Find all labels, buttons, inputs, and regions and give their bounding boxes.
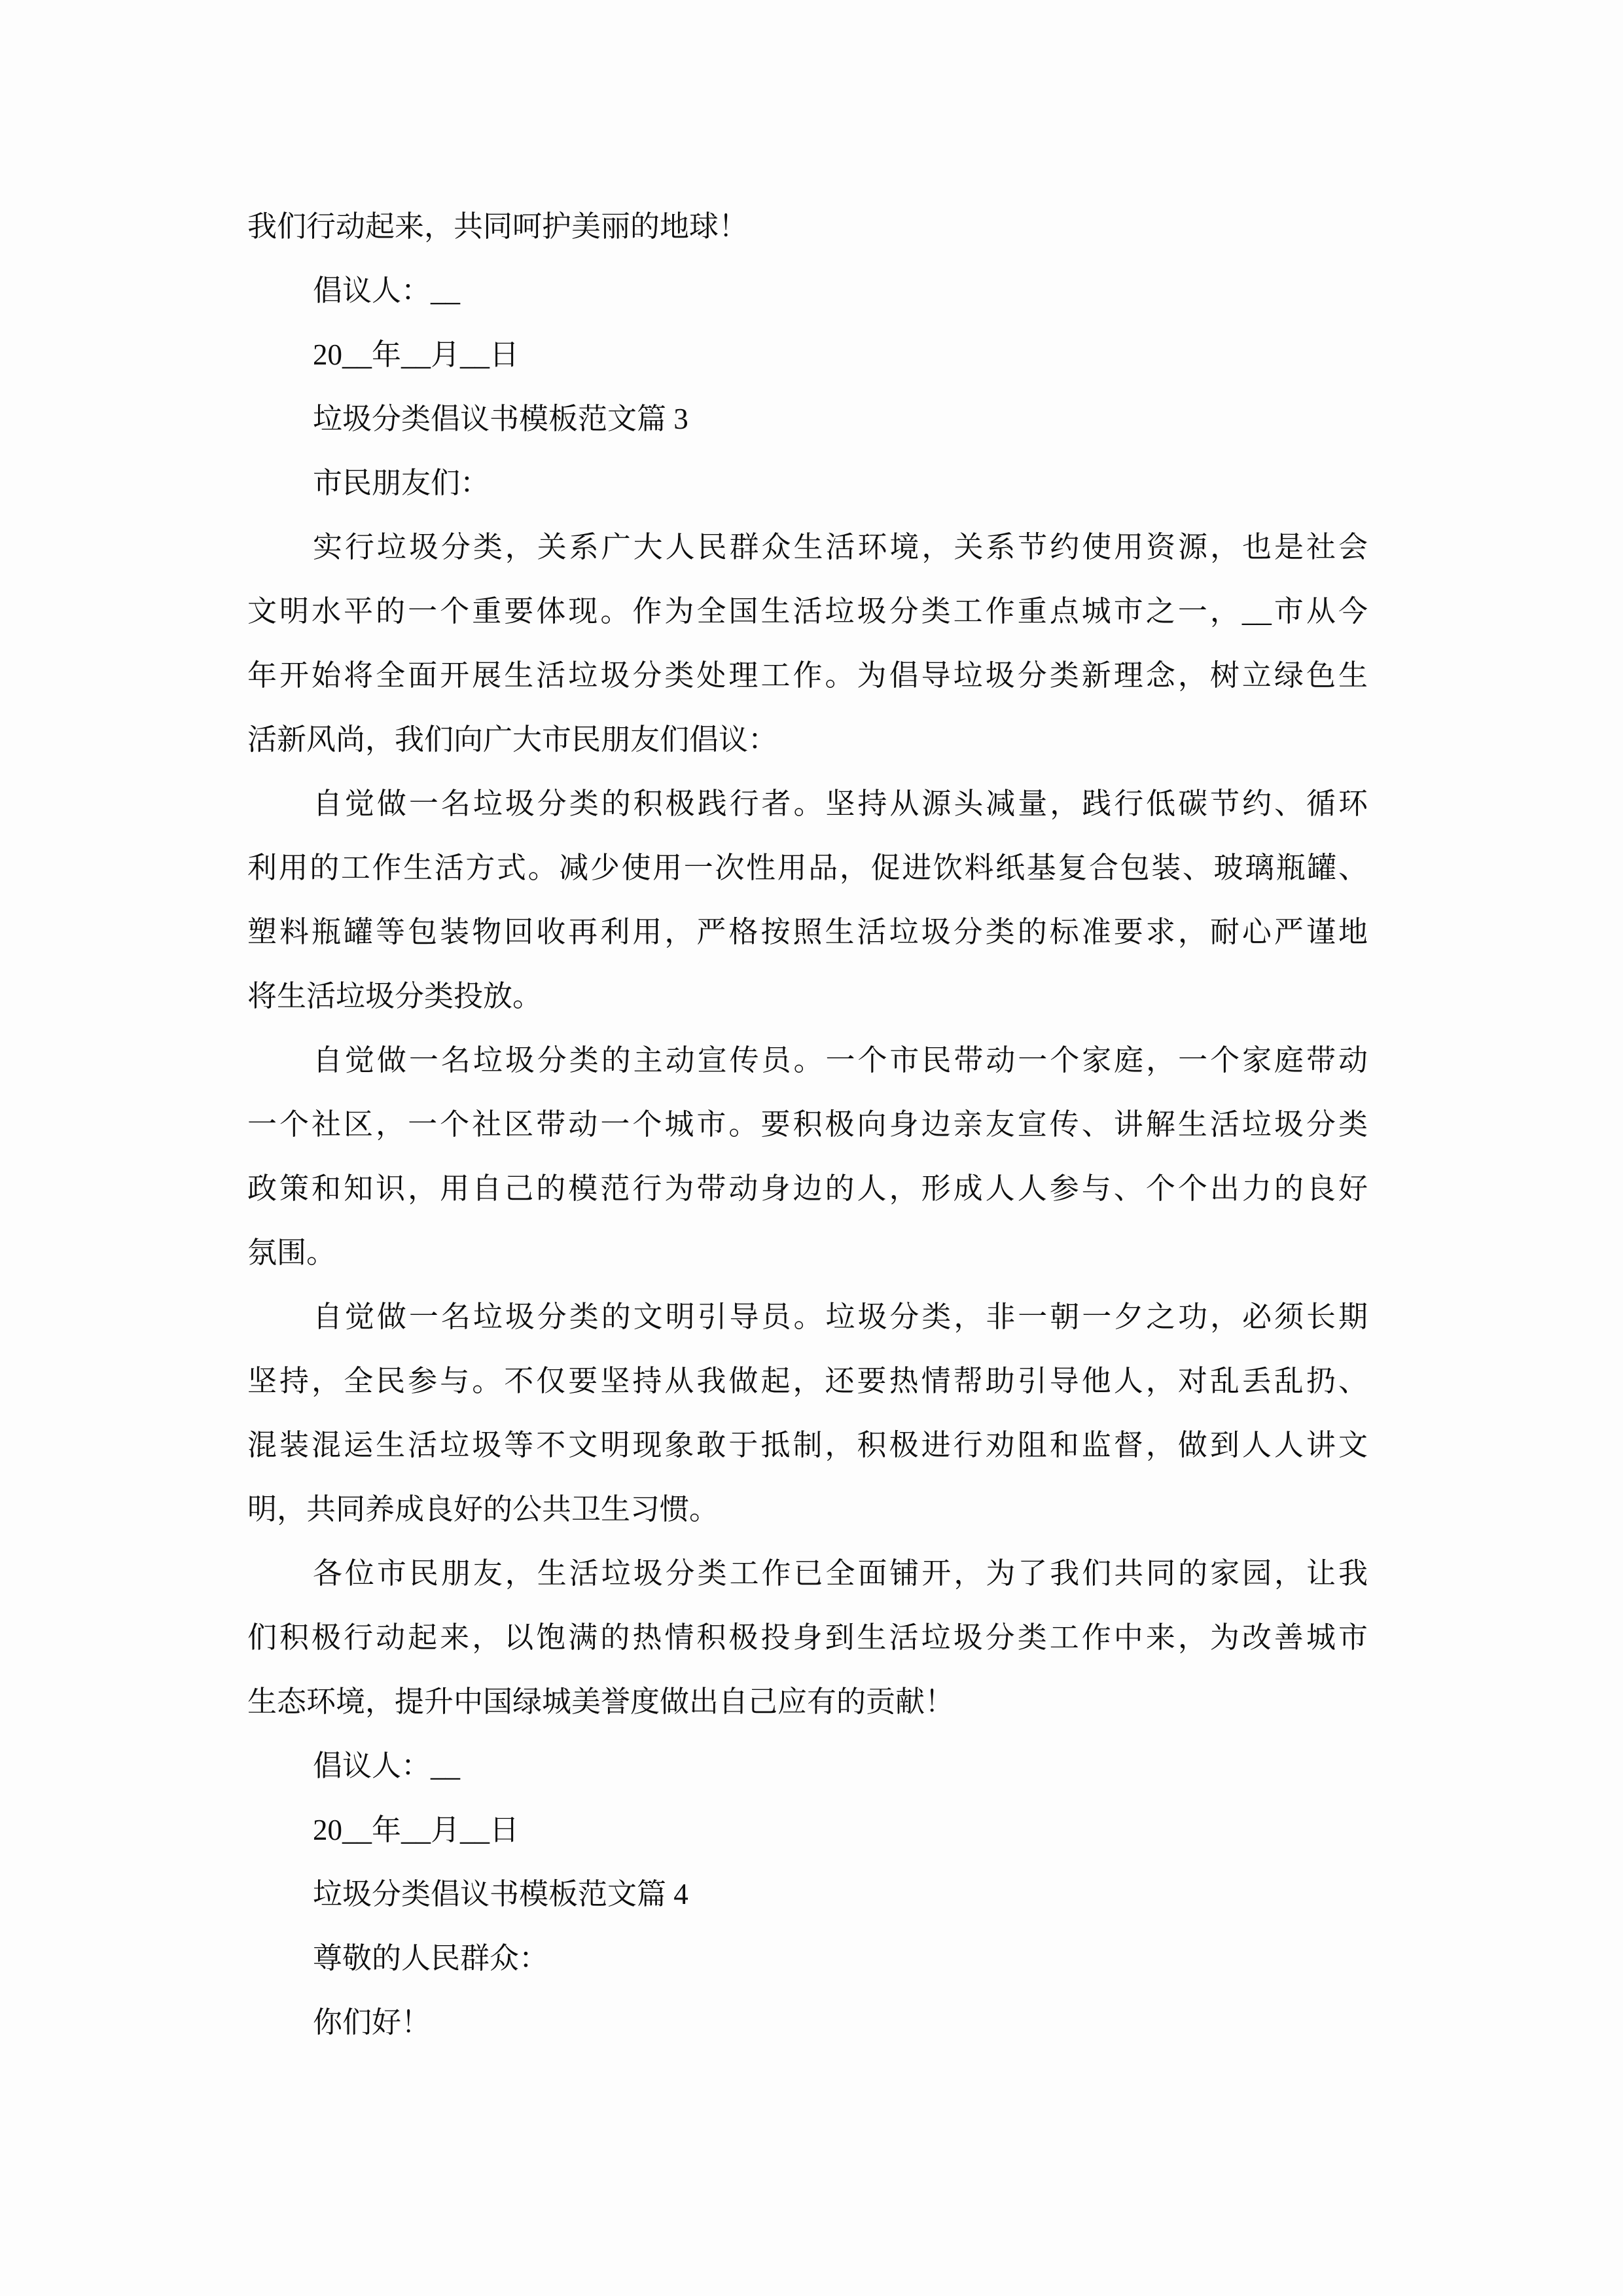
text-line: 自觉做一名垃圾分类的主动宣传员。一个市民带动一个家庭，一个家庭带动	[313, 1044, 1368, 1077]
text-line: 垃圾分类倡议书模板范文篇 4	[313, 1878, 688, 1910]
text-line: 实行垃圾分类，关系广大人民群众生活环境，关系节约使用资源，也是社会	[313, 531, 1368, 564]
text-line: 氛围。	[247, 1236, 336, 1269]
text-line: 混装混运生活垃圾等不文明现象敢于抵制，积极进行劝阻和监督，做到人人讲文	[247, 1429, 1368, 1462]
text-line: 生态环境，提升中国绿城美誉度做出自己应有的贡献！	[247, 1685, 955, 1718]
text-line: 自觉做一名垃圾分类的文明引导员。垃圾分类，非一朝一夕之功，必须长期	[313, 1300, 1368, 1333]
text-line: 一个社区，一个社区带动一个城市。要积极向身边亲友宣传、讲解生活垃圾分类	[247, 1108, 1368, 1141]
text-line: 利用的工作生活方式。减少使用一次性用品，促进饮料纸基复合包装、玻璃瓶罐、	[247, 852, 1368, 884]
text-line: 垃圾分类倡议书模板范文篇 3	[313, 403, 688, 435]
text-line: 你们好！	[313, 2006, 431, 2039]
text-line: 们积极行动起来，以饱满的热情积极投身到生活垃圾分类工作中来，为改善城市	[247, 1621, 1368, 1654]
text-line: 将生活垃圾分类投放。	[247, 980, 543, 1013]
text-line: 年开始将全面开展生活垃圾分类处理工作。为倡导垃圾分类新理念，树立绿色生	[247, 659, 1368, 692]
text-line: 坚持，全民参与。不仅要坚持从我做起，还要热情帮助引导他人，对乱丢乱扔、	[247, 1365, 1368, 1397]
text-line: 20__年__月__日	[313, 338, 520, 371]
document-content	[247, 194, 1368, 2054]
text-line: 我们行动起来，共同呵护美丽的地球！	[247, 210, 749, 243]
text-line: 市民朋友们：	[313, 467, 490, 499]
text-line: 20__年__月__日	[313, 1814, 520, 1846]
text-line: 自觉做一名垃圾分类的积极践行者。坚持从源头减量，践行低碳节约、循环	[313, 787, 1368, 820]
text-line: 尊敬的人民群众：	[313, 1942, 549, 1975]
text-line: 政策和知识，用自己的模范行为带动身边的人，形成人人参与、个个出力的良好	[247, 1172, 1368, 1205]
text-line: 文明水平的一个重要体现。作为全国生活垃圾分类工作重点城市之一，__市从今	[247, 595, 1368, 628]
text-line: 塑料瓶罐等包装物回收再利用，严格按照生活垃圾分类的标准要求，耐心严谨地	[247, 916, 1368, 948]
text-line: 活新风尚，我们向广大市民朋友们倡议：	[247, 723, 778, 756]
text-line: 倡议人：__	[313, 274, 461, 307]
text-line: 各位市民朋友，生活垃圾分类工作已全面铺开，为了我们共同的家园，让我	[313, 1557, 1368, 1590]
text-line: 明，共同养成良好的公共卫生习惯。	[247, 1493, 719, 1526]
text-line: 倡议人：__	[313, 1749, 461, 1782]
